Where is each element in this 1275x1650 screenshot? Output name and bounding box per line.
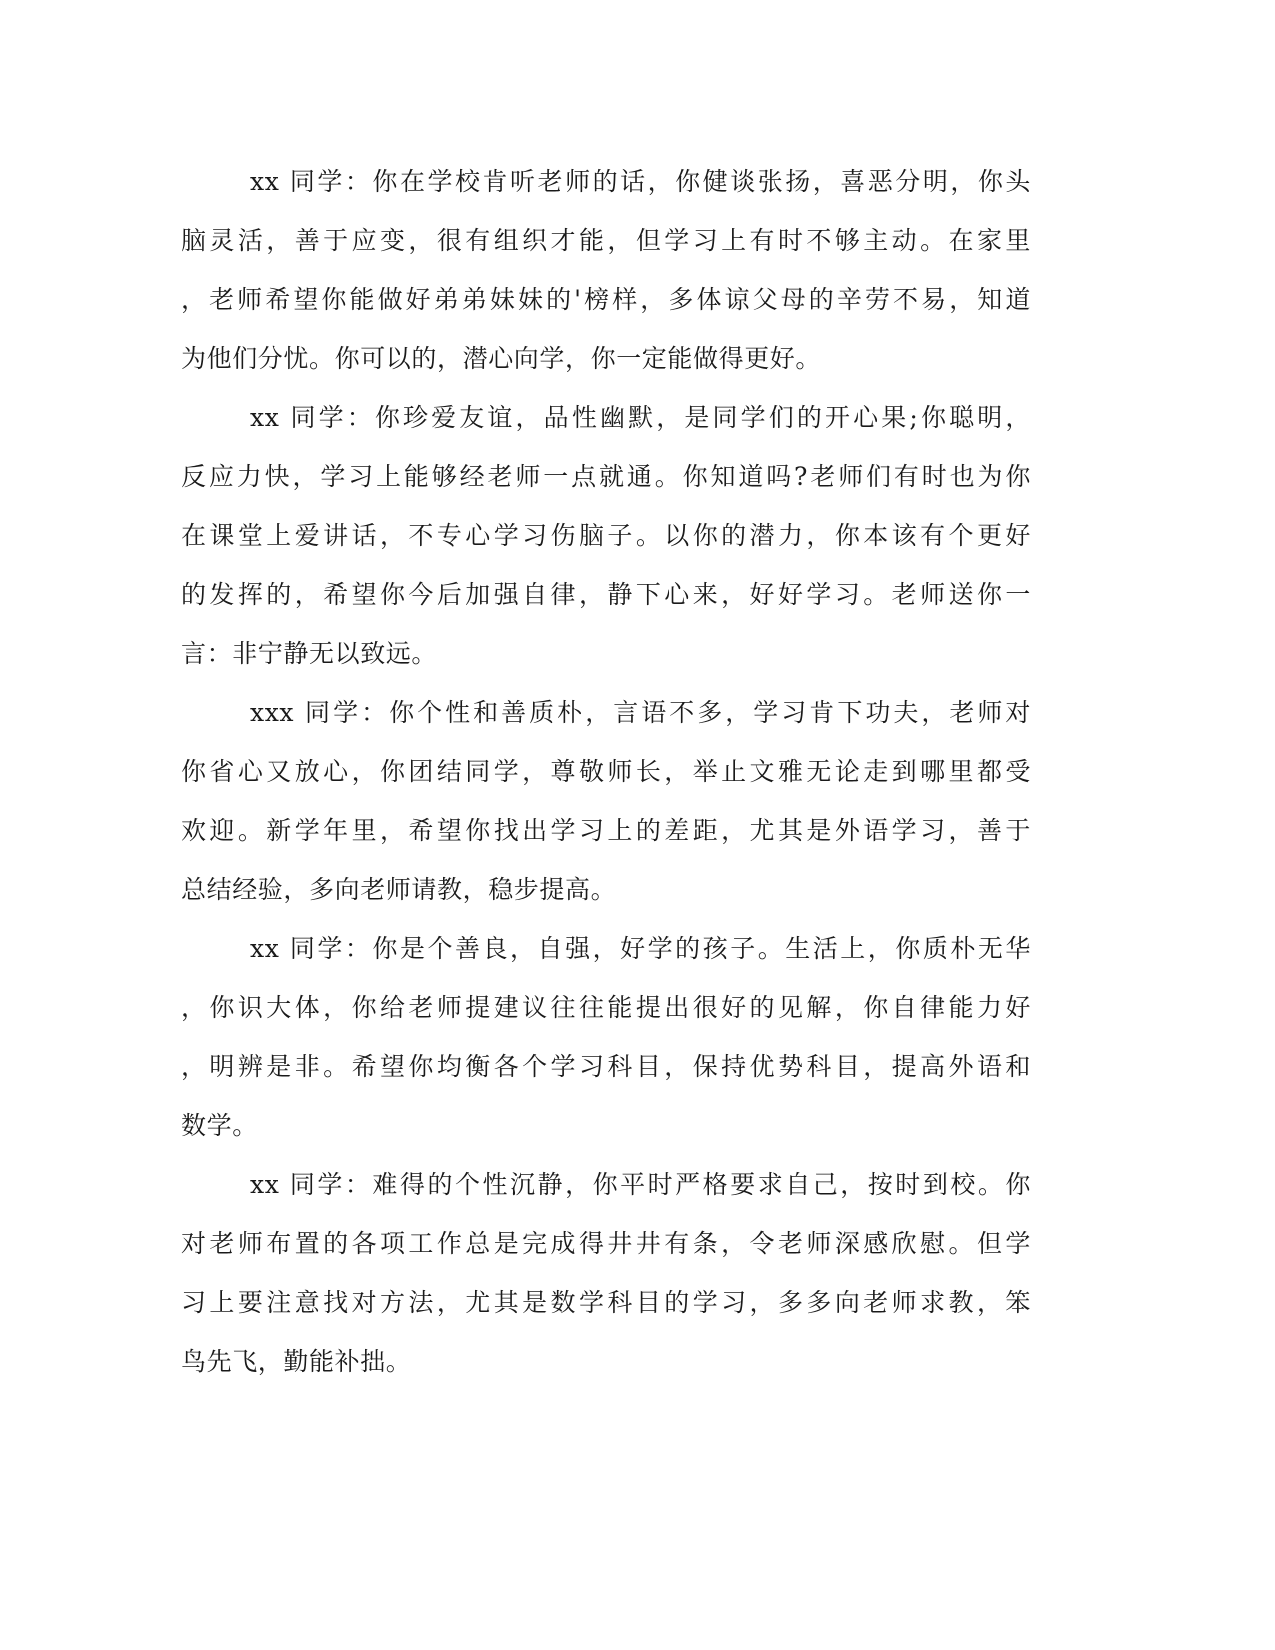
comment-paragraph-4 bbox=[181, 919, 1031, 1155]
paragraph-line: ，老师希望你能做好弟弟妹妹的'榜样，多体谅父母的辛劳不易，知道 bbox=[181, 285, 1031, 314]
paragraph-line: 脑灵活，善于应变，很有组织才能，但学习上有时不够主动。在家里 bbox=[181, 226, 1031, 255]
paragraph-line: 在课堂上爱讲话，不专心学习伤脑子。以你的潜力，你本该有个更好 bbox=[181, 521, 1031, 550]
paragraph-line: 言：非宁静无以致远。 bbox=[181, 639, 438, 668]
comment-paragraph-5 bbox=[181, 1155, 1031, 1391]
paragraph-line: 反应力快，学习上能够经老师一点就通。你知道吗?老师们有时也为你 bbox=[181, 462, 1031, 491]
paragraph-line: 你省心又放心，你团结同学，尊敬师长，举止文雅无论走到哪里都受 bbox=[181, 757, 1031, 786]
paragraph-line: 鸟先飞，勤能补拙。 bbox=[181, 1347, 412, 1376]
paragraph-line: xxx 同学：你个性和善质朴，言语不多，学习肯下功夫，老师对 bbox=[250, 698, 1031, 727]
paragraph-line: 为他们分忧。你可以的，潜心向学，你一定能做得更好。 bbox=[181, 344, 822, 373]
paragraph-line: 对老师布置的各项工作总是完成得井井有条，令老师深感欣慰。但学 bbox=[181, 1229, 1031, 1258]
paragraph-line: 数学。 bbox=[181, 1111, 258, 1140]
comment-paragraph-2 bbox=[181, 388, 1031, 683]
paragraph-line: 欢迎。新学年里，希望你找出学习上的差距，尤其是外语学习，善于 bbox=[181, 816, 1031, 845]
paragraph-line: ，你识大体，你给老师提建议往往能提出很好的见解，你自律能力好 bbox=[181, 993, 1031, 1022]
document-body bbox=[181, 152, 1031, 1391]
paragraph-line: xx 同学：你珍爱友谊，品性幽默，是同学们的开心果;你聪明， bbox=[250, 403, 1031, 432]
paragraph-line: 的发挥的，希望你今后加强自律，静下心来，好好学习。老师送你一 bbox=[181, 580, 1031, 609]
paragraph-line: xx 同学：你在学校肯听老师的话，你健谈张扬，喜恶分明，你头 bbox=[250, 167, 1031, 196]
paragraph-line: 习上要注意找对方法，尤其是数学科目的学习，多多向老师求教，笨 bbox=[181, 1288, 1031, 1317]
paragraph-line: xx 同学：难得的个性沉静，你平时严格要求自己，按时到校。你 bbox=[250, 1170, 1031, 1199]
paragraph-line: 总结经验，多向老师请教，稳步提高。 bbox=[181, 875, 617, 904]
comment-paragraph-1 bbox=[181, 152, 1031, 388]
paragraph-line: ，明辨是非。希望你均衡各个学习科目，保持优势科目，提高外语和 bbox=[181, 1052, 1031, 1081]
comment-paragraph-3 bbox=[181, 683, 1031, 919]
paragraph-line: xx 同学：你是个善良，自强，好学的孩子。生活上，你质朴无华 bbox=[250, 934, 1031, 963]
